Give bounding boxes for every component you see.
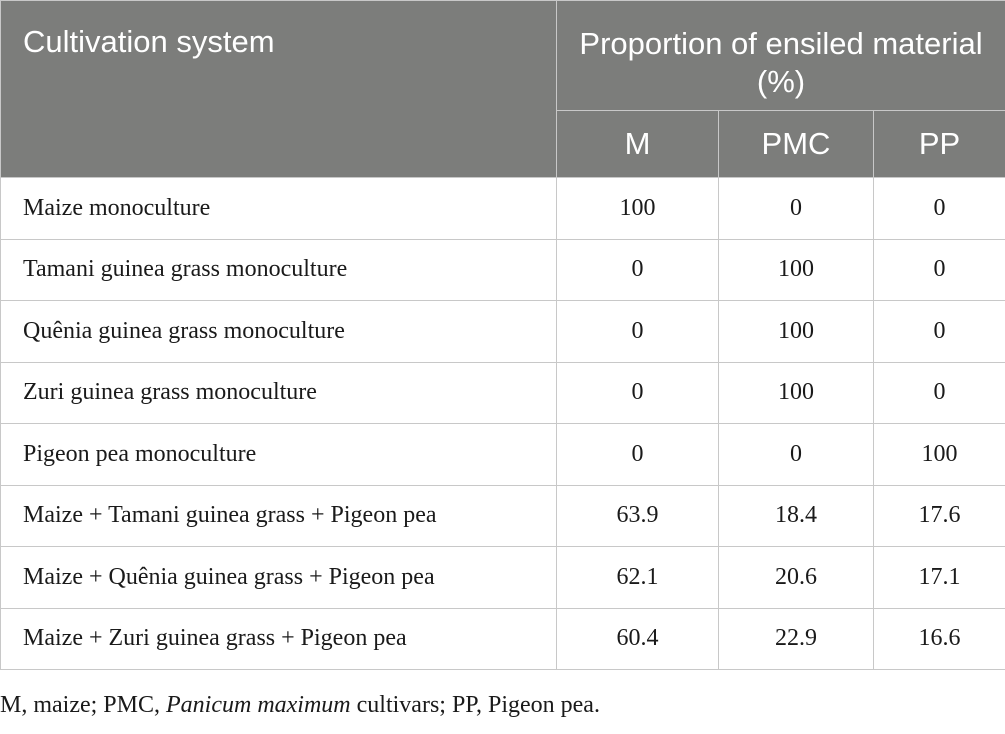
cell-m: 0 [557, 239, 719, 301]
header-col-pp: PP [874, 111, 1005, 178]
header-col-m: M [557, 111, 719, 178]
cell-system: Maize + Tamani guinea grass + Pigeon pea [1, 485, 557, 547]
cell-pp: 17.1 [874, 547, 1005, 609]
cell-pp: 0 [874, 301, 1005, 363]
cell-system: Maize + Zuri guinea grass + Pigeon pea [1, 608, 557, 670]
cell-system: Maize + Quênia guinea grass + Pigeon pea [1, 547, 557, 609]
cell-pmc: 18.4 [719, 485, 874, 547]
cell-m: 62.1 [557, 547, 719, 609]
table-row [1, 424, 1005, 486]
cell-pmc: 100 [719, 301, 874, 363]
footnote-text-end: cultivars; PP, Pigeon pea. [350, 692, 600, 718]
cell-pp: 0 [874, 362, 1005, 424]
cell-m: 100 [557, 178, 719, 240]
footnote-text-start: M, maize; PMC, [0, 692, 166, 718]
table-footnote [0, 692, 600, 719]
cell-pmc: 20.6 [719, 547, 874, 609]
cell-system: Tamani guinea grass monoculture [1, 239, 557, 301]
cell-pmc: 22.9 [719, 608, 874, 670]
header-cultivation-system: Cultivation system [1, 1, 557, 178]
cell-m: 0 [557, 362, 719, 424]
table-row [1, 485, 1005, 547]
cell-pp: 16.6 [874, 608, 1005, 670]
table-body [1, 178, 1005, 670]
cell-pp: 17.6 [874, 485, 1005, 547]
cell-system: Quênia guinea grass monoculture [1, 301, 557, 363]
cell-system: Pigeon pea monoculture [1, 424, 557, 486]
table-header [1, 1, 1005, 178]
table-row [1, 547, 1005, 609]
footnote-species-name: Panicum maximum [166, 692, 351, 718]
cell-pmc: 100 [719, 362, 874, 424]
header-proportion-group: Proportion of ensiled material (%) [557, 1, 1005, 111]
table-row [1, 178, 1005, 240]
cell-system: Maize monoculture [1, 178, 557, 240]
cell-system: Zuri guinea grass monoculture [1, 362, 557, 424]
cell-pmc: 0 [719, 178, 874, 240]
cell-pp: 0 [874, 239, 1005, 301]
table-row [1, 608, 1005, 670]
cell-m: 63.9 [557, 485, 719, 547]
cell-m: 0 [557, 301, 719, 363]
table-row [1, 301, 1005, 363]
header-col-pmc: PMC [719, 111, 874, 178]
cell-m: 0 [557, 424, 719, 486]
table-row [1, 362, 1005, 424]
cell-pmc: 100 [719, 239, 874, 301]
cell-m: 60.4 [557, 608, 719, 670]
cell-pmc: 0 [719, 424, 874, 486]
cell-pp: 100 [874, 424, 1005, 486]
table-row [1, 239, 1005, 301]
cell-pp: 0 [874, 178, 1005, 240]
